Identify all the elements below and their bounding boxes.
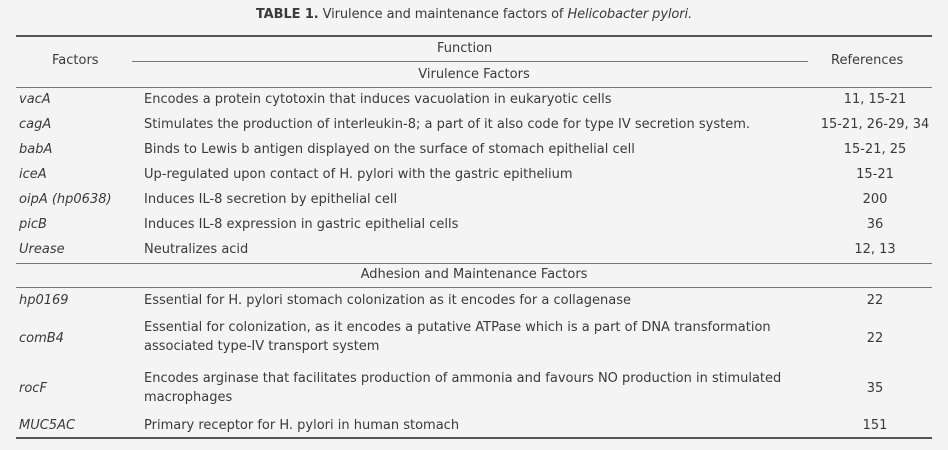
table-row-gene: vacA: [19, 92, 51, 107]
table-row-refs: 15-21, 25: [843, 142, 907, 157]
caption-species: Helicobacter pylori.: [567, 7, 693, 22]
table-row-refs: 35: [866, 381, 884, 396]
header-bottom-rule: [16, 87, 932, 88]
table-row-gene: rocF: [19, 381, 47, 396]
table-row-gene: hp0169: [19, 293, 69, 308]
section-rule-bottom: [16, 287, 932, 288]
table-row-gene: Urease: [19, 242, 65, 257]
table-row-gene: iceA: [19, 167, 47, 182]
header-references: References: [831, 53, 904, 68]
table-row-function: Stimulates the production of interleukin-8; a part of it also code for type IV secretion system.: [144, 117, 750, 132]
table-row-gene: MUC5AC: [19, 418, 76, 433]
table-row-gene: oipA (hp0638): [19, 192, 112, 207]
table-row-function: Neutralizes acid: [144, 242, 249, 257]
table-caption: [0, 7, 948, 22]
table-row-function: Encodes a protein cytotoxin that induces vacuolation in eukaryotic cells: [144, 92, 612, 107]
table-row-refs: 151: [862, 418, 888, 433]
table-row-function: Primary receptor for H. pylori in human stomach: [144, 418, 460, 433]
table-row-refs: 36: [866, 217, 884, 232]
table-row-function: Up-regulated upon contact of H. pylori with the gastric epithelium: [144, 167, 573, 182]
bottom-rule: [16, 437, 932, 439]
table-row-function: Essential for H. pylori stomach colonization as it encodes for a collagenase: [144, 293, 631, 308]
table-row-function: Induces IL-8 secretion by epithelial cell: [144, 192, 398, 207]
section-rule-top: [16, 263, 932, 264]
table-row-refs: 12, 13: [854, 242, 896, 257]
table-row-function: Induces IL-8 expression in gastric epithelial cells: [144, 217, 459, 232]
caption-label: TABLE 1.: [255, 7, 319, 22]
table-row-refs: 15-21: [856, 167, 894, 182]
table-row-gene: comB4: [19, 331, 64, 346]
top-rule: [16, 35, 932, 37]
section-title-adhesion: Adhesion and Maintenance Factors: [360, 267, 588, 282]
table-row-refs: 22: [866, 331, 884, 346]
section-title-virulence: Virulence Factors: [418, 67, 530, 82]
table-row-refs: 22: [866, 293, 884, 308]
function-rule: [132, 61, 808, 62]
table-row-function: Binds to Lewis b antigen displayed on the surface of stomach epithelial cell: [144, 142, 635, 157]
table-row-gene: babA: [19, 142, 53, 157]
table-row-refs: 200: [862, 192, 888, 207]
header-function: Function: [437, 41, 493, 56]
table-row-refs: 11, 15-21: [843, 92, 907, 107]
table-row-gene: picB: [19, 217, 47, 232]
table-row-refs: 15-21, 26-29, 34: [820, 117, 930, 132]
table-row-function: Encodes arginase that facilitates production of ammonia and favours NO production in stimulated macrophages: [144, 371, 782, 405]
header-factors: Factors: [52, 53, 99, 68]
caption-text: Virulence and maintenance factors of: [318, 7, 568, 22]
table-row-function: Essential for colonization, as it encodes a putative ATPase which is a part of DNA transformation associated type-IV transport system: [144, 320, 771, 354]
table-row-gene: cagA: [19, 117, 52, 132]
